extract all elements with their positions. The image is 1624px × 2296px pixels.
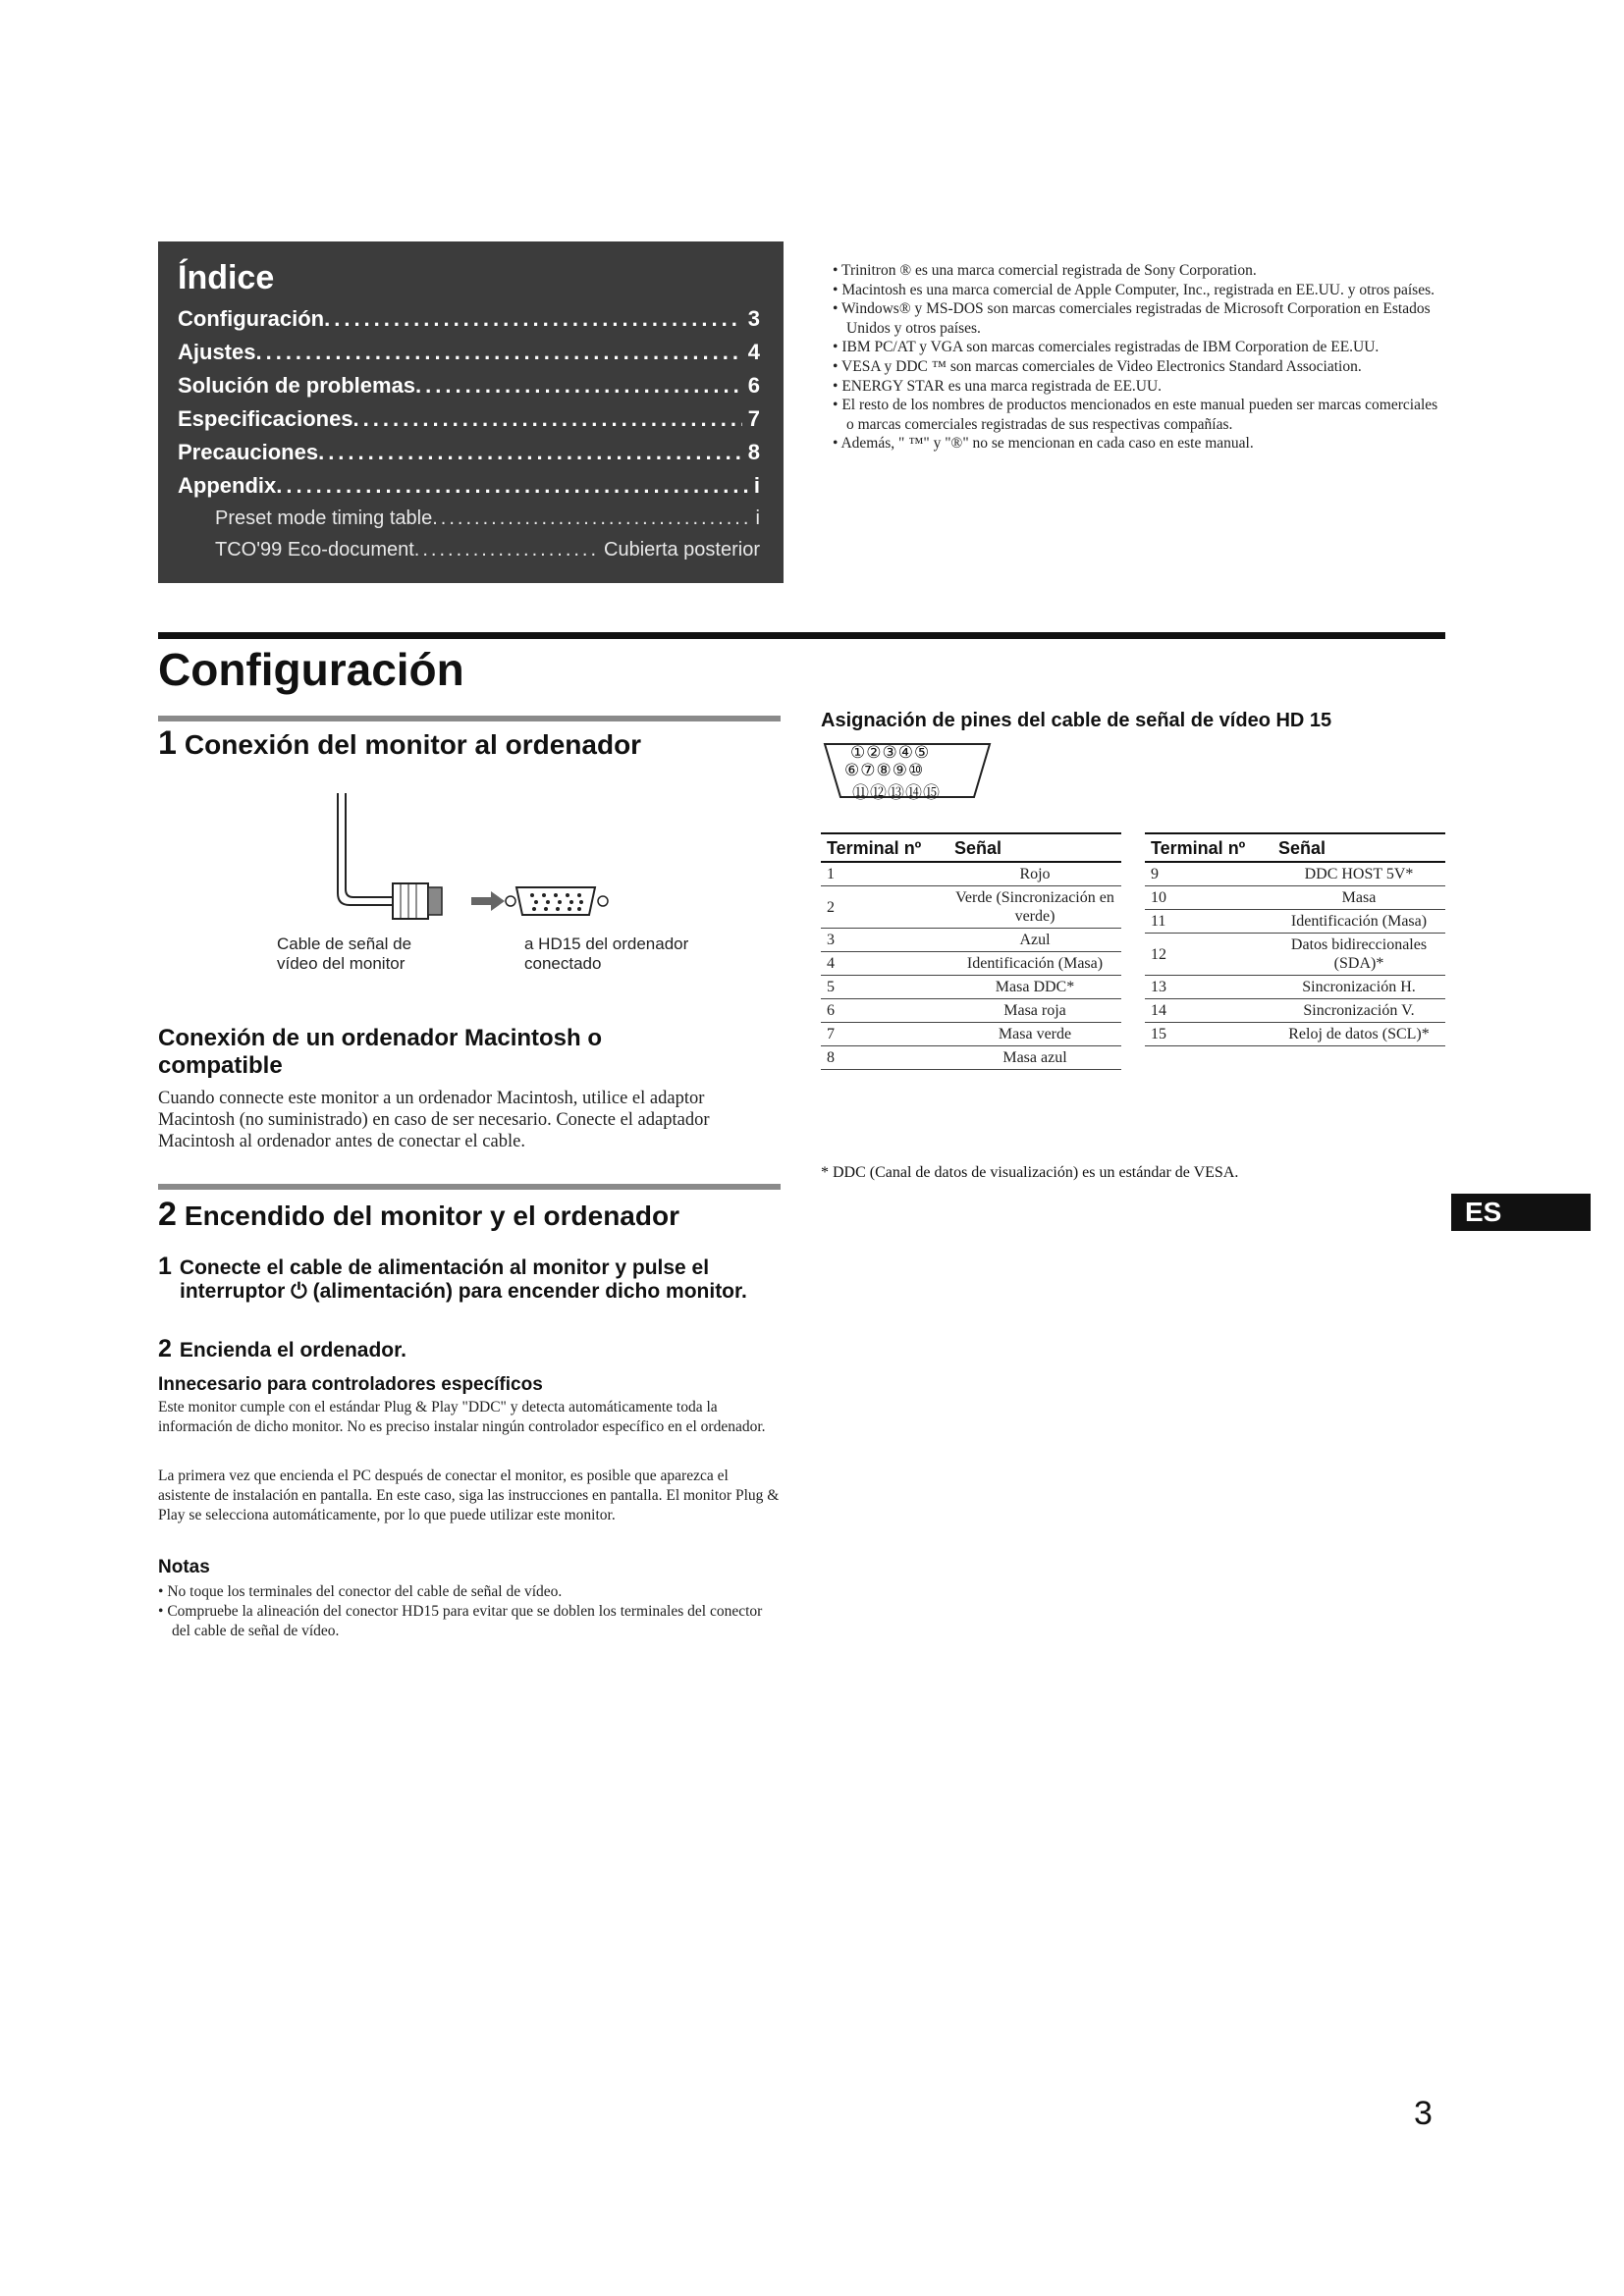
toc-subitem[interactable]: Preset mode timing table ..... i xyxy=(178,503,760,534)
table-row: 10 Masa xyxy=(1145,886,1445,910)
table-of-contents xyxy=(158,241,784,583)
hd15-pin-diagram xyxy=(821,740,994,801)
trademark-item: • Trinitron ® es una marca comercial registrada de Sony Corporation. xyxy=(821,261,1439,281)
trademark-item: • Además, " ™" y "®" no se mencionan en cada caso en este manual. xyxy=(821,434,1439,454)
table-row: 15 Reloj de datos (SCL)* xyxy=(1145,1023,1445,1046)
col-signal: Señal xyxy=(1272,833,1445,862)
table-row: 7 Masa verde xyxy=(821,1023,1121,1046)
pin-row-2: ⑥⑦⑧⑨⑩ xyxy=(844,761,925,779)
toc-item[interactable]: Precauciones ..... 8 xyxy=(178,436,760,469)
notes-heading: Notas xyxy=(158,1557,210,1577)
ddc-footnote: * DDC (Canal de datos de visualización) es un estándar de VESA. xyxy=(821,1164,1239,1181)
section-bar xyxy=(158,1184,781,1190)
trademark-item: • VESA y DDC ™ son marcas comerciales de Video Electronics Standard Association. xyxy=(821,357,1439,377)
page-number: 3 xyxy=(1414,2095,1433,2132)
table-row: 9 DDC HOST 5V* xyxy=(1145,862,1445,886)
language-tab: ES xyxy=(1451,1194,1591,1231)
trademark-item: • El resto de los nombres de productos mencionados en este manual pueden ser marcas comerciales o marcas comerciales registradas de sus respectivas compañías. xyxy=(821,396,1439,434)
trademark-item: • IBM PC/AT y VGA son marcas comerciales registradas de IBM Corporation de EE.UU. xyxy=(821,338,1439,357)
trademark-item: • Macintosh es una marca comercial de Apple Computer, Inc., registrada en EE.UU. y otros países. xyxy=(821,281,1439,300)
table-row: 3 Azul xyxy=(821,929,1121,952)
trademark-item: • Windows® y MS-DOS son marcas comerciales registradas de Microsoft Corporation en Estados Unidos y otros países. xyxy=(821,299,1439,338)
cable-connection-illustration xyxy=(324,785,628,923)
table-row: 5 Masa DDC* xyxy=(821,976,1121,999)
pin-table-right xyxy=(1145,832,1445,1046)
table-row: 6 Masa roja xyxy=(821,999,1121,1023)
table-row: 11 Identificación (Masa) xyxy=(1145,910,1445,934)
table-row: 12 Datos bidireccionales (SDA)* xyxy=(1145,934,1445,976)
section-2-heading: 2 Encendido del monitor y el ordenador xyxy=(158,1196,679,1233)
table-row: 14 Sincronización V. xyxy=(1145,999,1445,1023)
caption-computer-port: a HD15 del ordenador conectado xyxy=(524,934,689,973)
toc-item[interactable]: Appendix ..... i xyxy=(178,469,760,503)
drivers-text-1: Este monitor cumple con el estándar Plug & Play "DDC" y detecta automáticamente toda la información de dicho monitor. No es preciso instalar ningún controlador específico en el ordenador. xyxy=(158,1399,766,1435)
trademark-list xyxy=(821,261,1439,454)
heading-rule xyxy=(158,632,1445,639)
toc-title: Índice xyxy=(178,259,275,296)
section-bar xyxy=(158,716,781,721)
col-terminal: Terminal nº xyxy=(1145,833,1272,862)
table-row: 13 Sincronización H. xyxy=(1145,976,1445,999)
drivers-heading: Innecesario para controladores específicos xyxy=(158,1374,543,1395)
macintosh-heading: Conexión de un ordenador Macintosh o compatible xyxy=(158,1025,603,1079)
step-2: 2 Encienda el ordenador. xyxy=(158,1335,406,1362)
note-item: • Compruebe la alineación del conector HD15 para evitar que se doblen los terminales del conector del cable de señal de vídeo. xyxy=(158,1603,763,1639)
page-title: Configuración xyxy=(158,644,464,695)
drivers-text-2: La primera vez que encienda el PC después de conectar el monitor, es posible que aparezca el asistente de instalación en pantalla. En este caso, siga las instrucciones en pantalla. El monitor Plug & Play se selecciona automáticamente, por lo que puede utilizar este monitor. xyxy=(158,1468,780,1523)
pin-assignment-title: Asignación de pines del cable de señal de vídeo HD 15 xyxy=(821,710,1332,731)
table-row: 1 Rojo xyxy=(821,862,1121,886)
notes-list xyxy=(158,1582,783,1641)
step-1: 1 Conecte el cable de alimentación al monitor y pulse el interruptor ⏻ (alimentación) para encender dicho monitor. xyxy=(158,1253,747,1303)
pin-row-3: ⑪⑫⑬⑭⑮ xyxy=(852,783,941,802)
section-1-heading: 1 Conexión del monitor al ordenador xyxy=(158,724,642,762)
table-row: 8 Masa azul xyxy=(821,1046,1121,1070)
note-item: • No toque los terminales del conector del cable de señal de vídeo. xyxy=(158,1583,563,1600)
table-row: 4 Identificación (Masa) xyxy=(821,952,1121,976)
toc-subitem[interactable]: TCO'99 Eco-document ..... Cubierta posterior xyxy=(178,534,760,565)
toc-item[interactable]: Ajustes ..... 4 xyxy=(178,336,760,369)
toc-item[interactable]: Configuración ..... 3 xyxy=(178,302,760,336)
pin-row-1: ①②③④⑤ xyxy=(850,743,931,762)
col-terminal: Terminal nº xyxy=(821,833,948,862)
pin-table-left xyxy=(821,832,1121,1070)
table-row: 2 Verde (Sincronización en verde) xyxy=(821,886,1121,929)
trademark-item: • ENERGY STAR es una marca registrada de EE.UU. xyxy=(821,377,1439,397)
col-signal: Señal xyxy=(948,833,1121,862)
toc-item[interactable]: Solución de problemas ..... 6 xyxy=(178,369,760,402)
macintosh-text: Cuando connecte este monitor a un ordenador Macintosh, utilice el adaptor Macintosh (no suministrado) en caso de ser necesario. Conecte el adaptador Macintosh al ordenador antes de conectar el cable. xyxy=(158,1089,710,1151)
caption-monitor-cable: Cable de señal de vídeo del monitor xyxy=(277,934,412,973)
toc-item[interactable]: Especificaciones ..... 7 xyxy=(178,402,760,436)
